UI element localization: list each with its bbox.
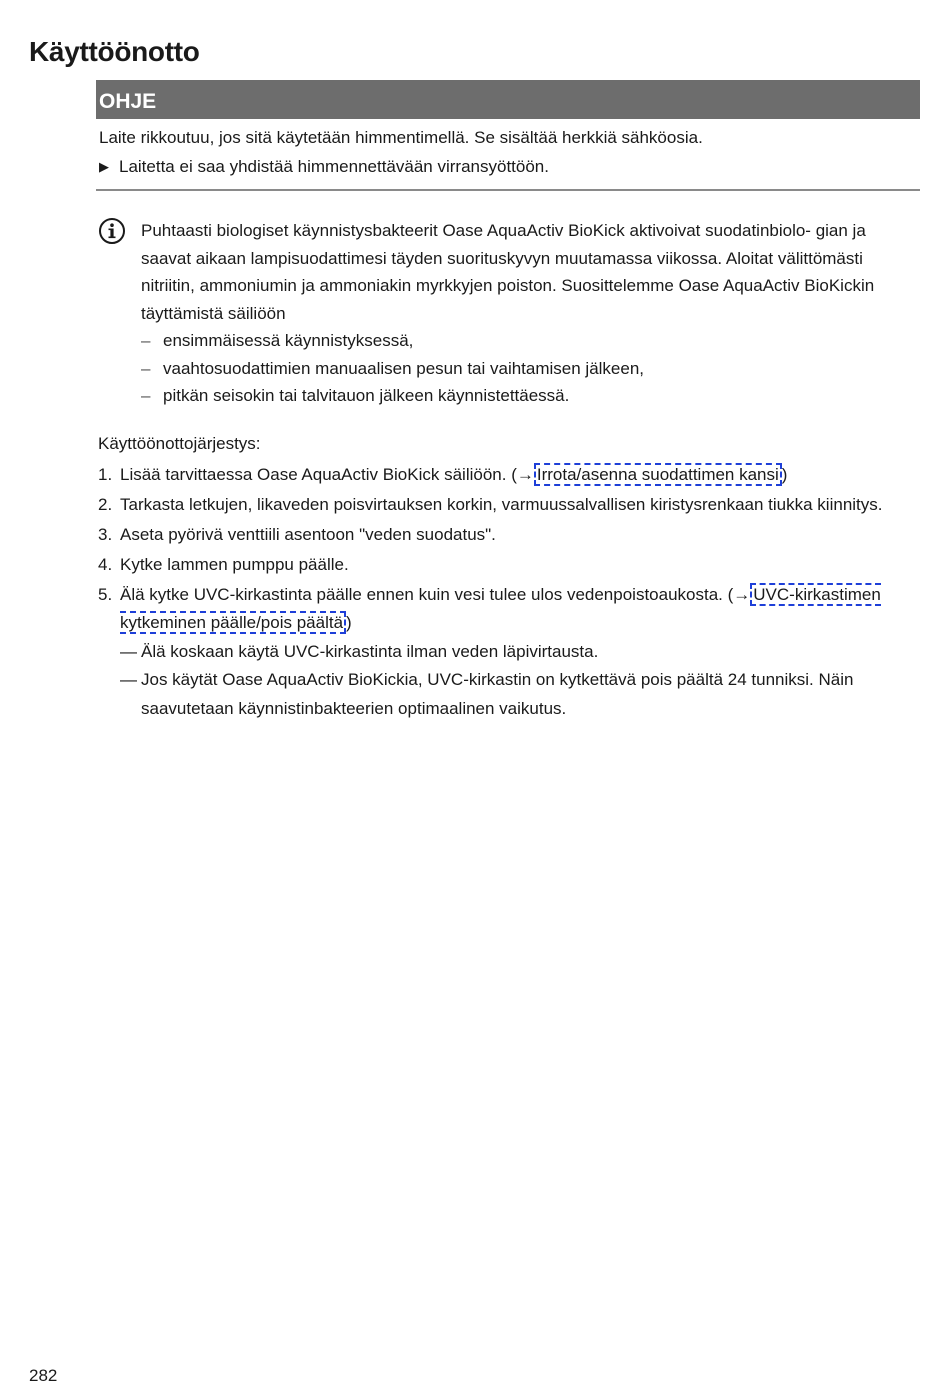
steps-list	[98, 461, 920, 638]
note-item	[120, 638, 920, 667]
dash-bullet: —	[120, 670, 137, 689]
step-text	[120, 461, 787, 490]
step-number: 5.	[98, 584, 113, 604]
notice-action-line	[99, 152, 920, 181]
info-text-container	[141, 217, 920, 410]
step-item	[98, 491, 920, 520]
step-number: 2.	[98, 494, 113, 514]
step-text: Kytke lammen pumppu päälle.	[120, 554, 349, 574]
notice-text: Laite rikkoutuu, jos sitä käytetään himmentimellä. Se sisältää herkkiä sähköosia.	[99, 128, 703, 147]
list-item	[141, 355, 920, 383]
page-title: Käyttöönotto	[29, 36, 200, 67]
step-number: 4.	[98, 554, 113, 574]
notice-action: Laitetta ei saa yhdistää himmennettävään virransyöttöön.	[119, 157, 549, 176]
step-text-content: Älä kytke UVC-kirkastinta päälle ennen kuin vesi tulee ulos vedenpoistoaukosta. (→	[120, 584, 751, 604]
triangle-bullet-icon: ▶	[99, 159, 109, 174]
step-item	[98, 521, 920, 550]
step-text	[120, 581, 920, 638]
info-list	[141, 327, 920, 410]
list-item	[141, 382, 920, 410]
notice-box	[96, 80, 920, 191]
list-item-text: vaahtosuodattimien manuaalisen pesun tai vaihtamisen jälkeen,	[163, 358, 645, 378]
procedure-section	[98, 430, 920, 723]
step-number: 3.	[98, 524, 113, 544]
dash-bullet: —	[120, 641, 137, 661]
dash-bullet: –	[141, 386, 151, 405]
list-item	[141, 327, 920, 355]
step-item	[98, 461, 920, 490]
notice-body	[96, 119, 920, 191]
dash-bullet: –	[141, 331, 151, 350]
procedure-intro: Käyttöönottojärjestys:	[98, 434, 261, 453]
info-icon	[98, 217, 126, 245]
cross-reference-link[interactable]: UVC-kirkastimen kytkeminen päälle/pois päältä	[120, 584, 881, 632]
step-number: 1.	[98, 464, 113, 484]
info-paragraph: Puhtaasti biologiset käynnistysbakteerit Oase AquaActiv BioKick aktivoivat suodatinbiolo- gian ja saavat aikaan lampisuodattimesi täyden suorituskyvyn muutamassa viikossa. Aloitat välittömästi nitriitin, ammoniumin ja ammoniakin myrkkyjen poiston. Suosittelemme Oase AquaActiv BioKickin täyttämistä säiliöön	[141, 221, 875, 323]
step-text-after: )	[781, 464, 788, 484]
info-block	[98, 217, 920, 410]
step-text-after: )	[346, 613, 352, 632]
step-text: Tarkasta letkujen, likaveden poisvirtauksen korkin, varmuussalvallisen kiristysrenkaan tiukka kiinnitys.	[120, 494, 883, 514]
list-item-text: ensimmäisessä käynnistyksessä,	[163, 331, 414, 350]
note-text: Älä koskaan käytä UVC-kirkastinta ilman veden läpivirtausta.	[141, 641, 599, 661]
note-text: Jos käytät Oase AquaActiv BioKickia, UVC-kirkastin on kytkettävä pois päältä 24 tunniksi. Näin saavutetaan käynnistinbakteerien optimaalinen vaikutus.	[141, 670, 854, 718]
page-number: 282	[29, 1366, 58, 1385]
dash-bullet: –	[141, 358, 151, 378]
note-item	[120, 666, 920, 723]
cross-reference-link[interactable]: Irrota/asenna suodattimen kansi	[534, 463, 782, 486]
step-item	[98, 581, 920, 638]
step-text: Aseta pyörivä venttiili asentoon "veden suodatus".	[120, 524, 496, 544]
step-notes	[98, 638, 920, 724]
list-item-text: pitkän seisokin tai talvitauon jälkeen käynnistettäessä.	[163, 386, 570, 405]
step-text-content: Lisää tarvittaessa Oase AquaActiv BioKick säiliöön. (→	[120, 464, 534, 484]
step-item	[98, 551, 920, 580]
notice-header: OHJE	[96, 80, 920, 119]
